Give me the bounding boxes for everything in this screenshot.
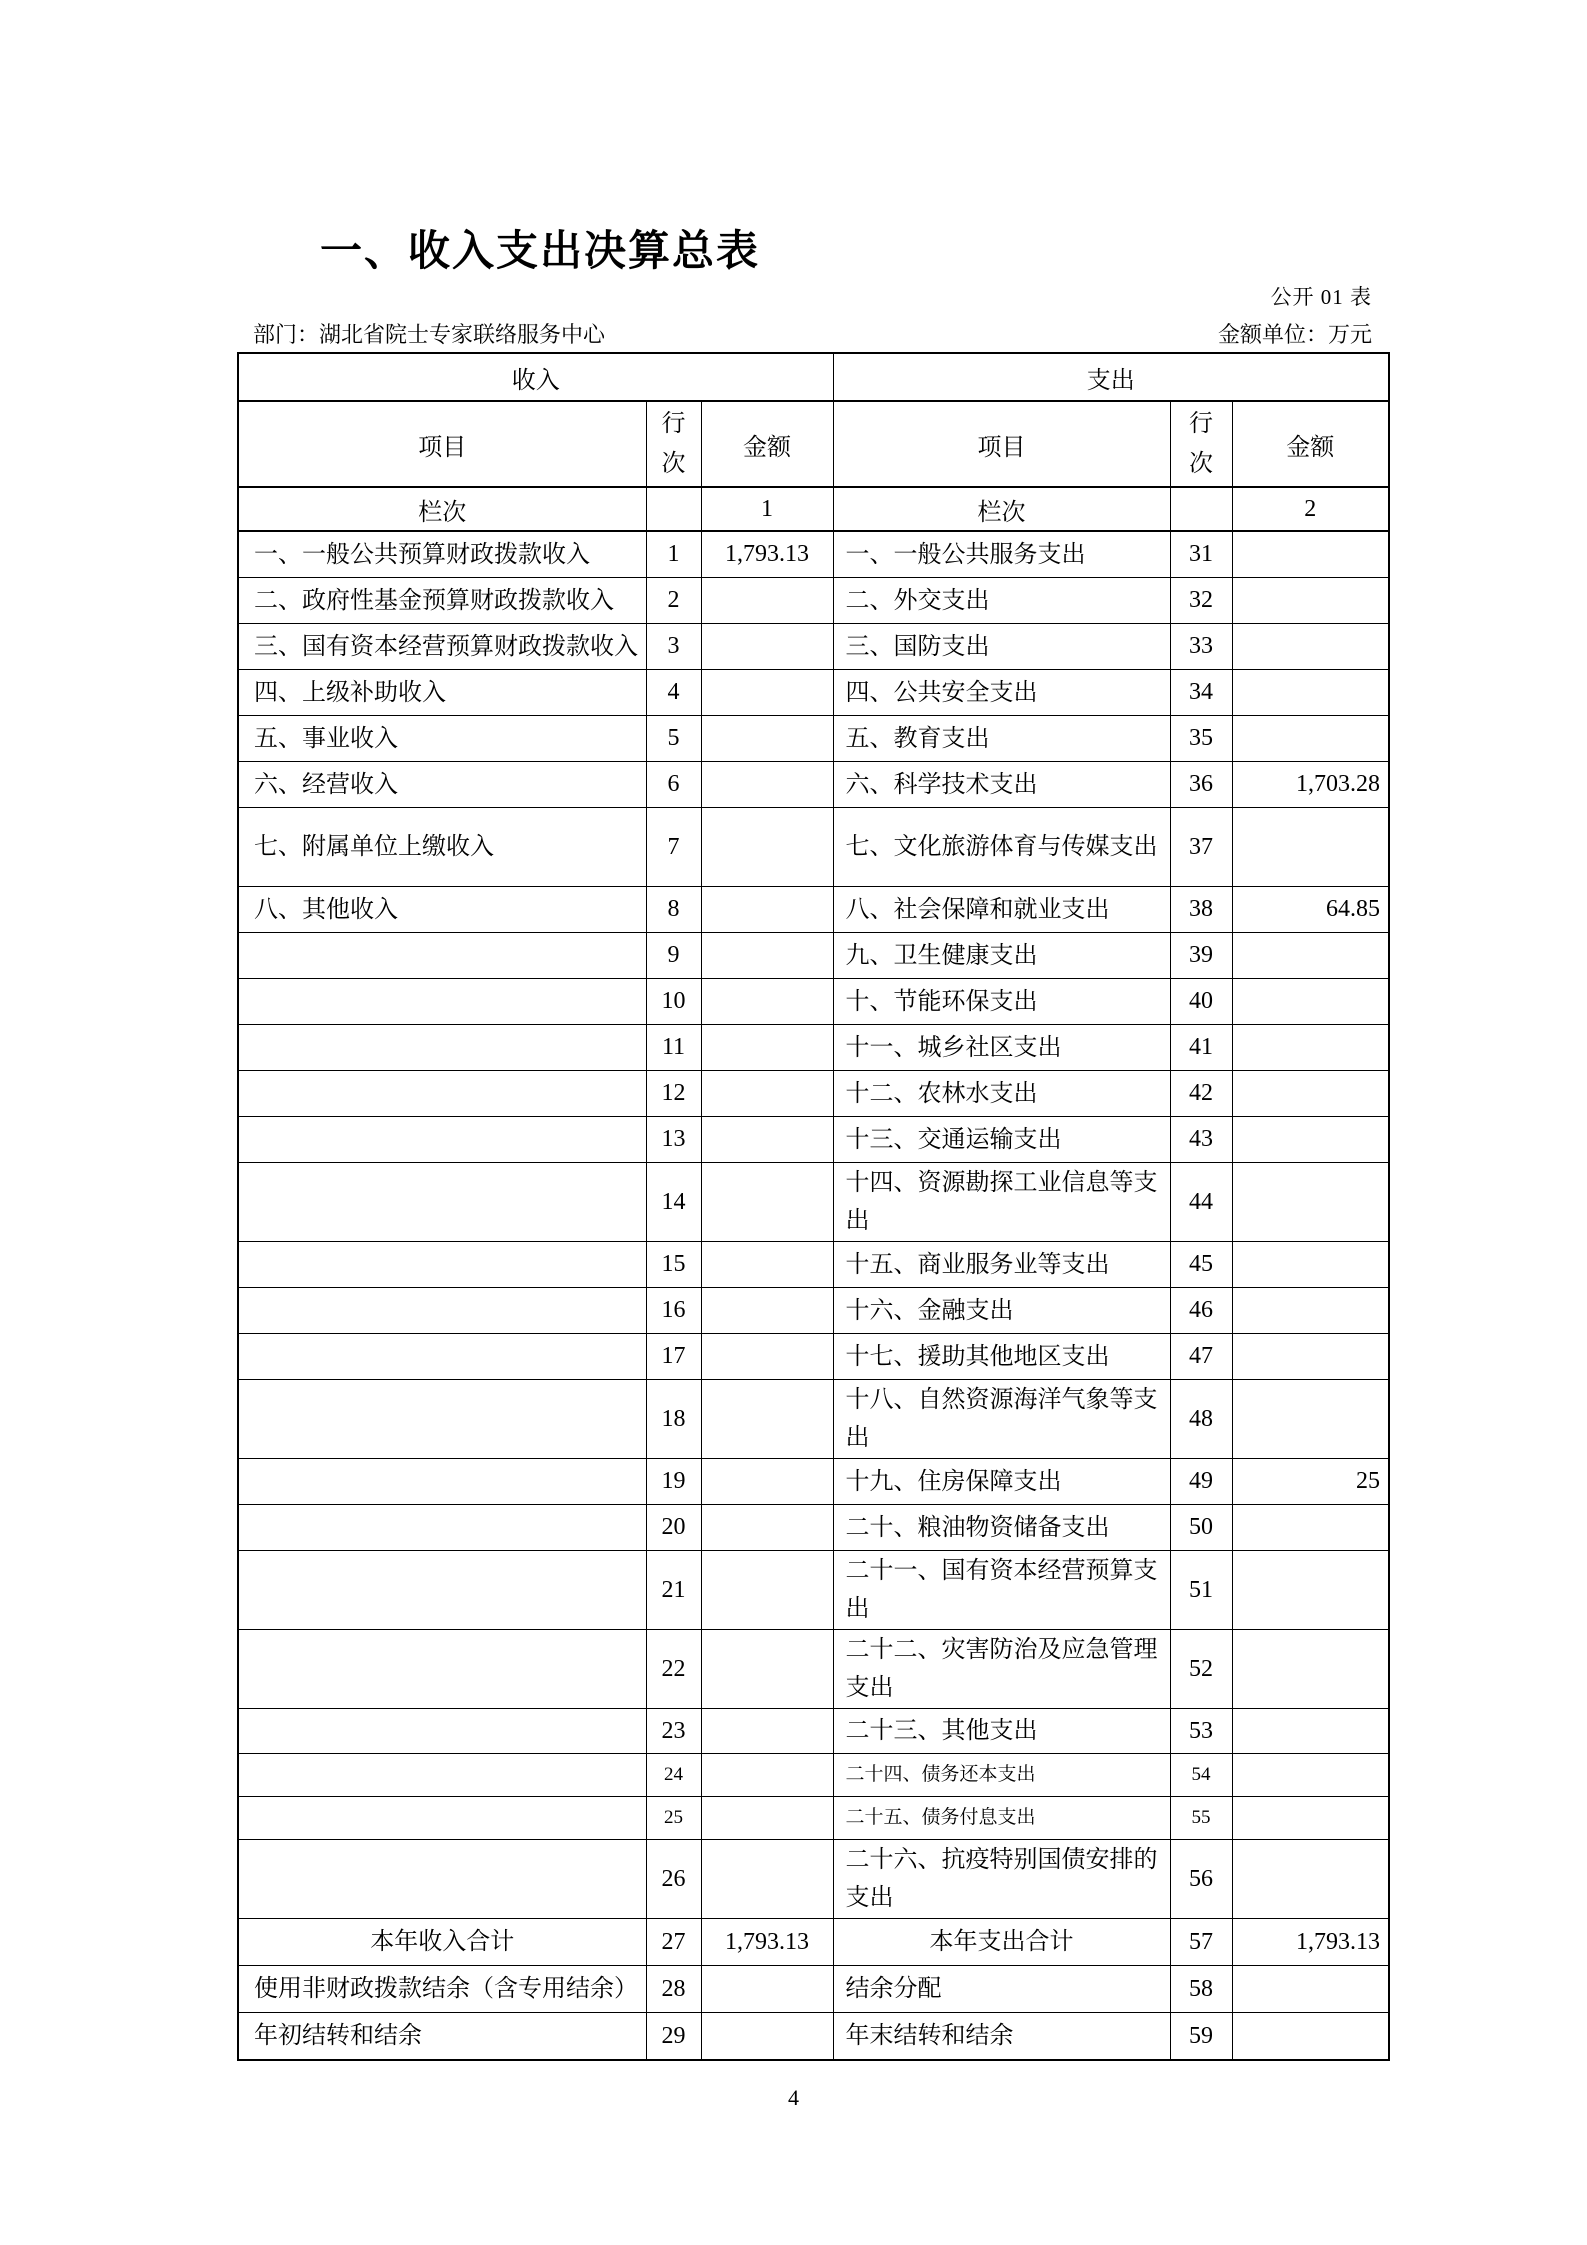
expense-line-cell: 40 — [1170, 979, 1232, 1025]
income-amount-cell — [701, 887, 833, 933]
expense-item-cell: 十八、自然资源海洋气象等支出 — [833, 1380, 1170, 1459]
expense-line-cell: 49 — [1170, 1459, 1232, 1505]
income-item-cell — [238, 1117, 646, 1163]
income-line-cell: 27 — [646, 1919, 701, 1966]
expense-item-cell: 结余分配 — [833, 1966, 1170, 2013]
table-row — [238, 1459, 1389, 1505]
income-amount-cell — [701, 1754, 833, 1797]
expense-line-cell: 56 — [1170, 1840, 1232, 1919]
expense-item-cell: 十三、交通运输支出 — [833, 1117, 1170, 1163]
income-amount-cell — [701, 1025, 833, 1071]
income-item-cell: 使用非财政拨款结余（含专用结余） — [238, 1966, 646, 2013]
income-amount-cell — [701, 1840, 833, 1919]
expense-item-cell: 二十四、债务还本支出 — [833, 1754, 1170, 1797]
income-item-cell — [238, 1025, 646, 1071]
income-amount-cell — [701, 1630, 833, 1709]
income-line-cell: 6 — [646, 762, 701, 808]
expense-line-cell: 54 — [1170, 1754, 1232, 1797]
expense-amount-cell — [1232, 1630, 1389, 1709]
expense-item-cell: 二、外交支出 — [833, 578, 1170, 624]
table-row — [238, 1840, 1389, 1919]
expense-amount-cell — [1232, 1709, 1389, 1754]
income-line-cell: 29 — [646, 2013, 701, 2061]
table-row — [238, 1919, 1389, 1966]
table-row — [238, 1242, 1389, 1288]
expense-amount-cell — [1232, 1288, 1389, 1334]
expense-item-cell: 十一、城乡社区支出 — [833, 1025, 1170, 1071]
table-row — [238, 1754, 1389, 1797]
expense-item-header: 项目 — [833, 401, 1170, 487]
expense-amount-cell — [1232, 1380, 1389, 1459]
table-row — [238, 1797, 1389, 1840]
expense-amount-cell — [1232, 1242, 1389, 1288]
income-line-cell: 19 — [646, 1459, 701, 1505]
expense-line-cell: 58 — [1170, 1966, 1232, 2013]
income-line-cell: 13 — [646, 1117, 701, 1163]
income-amount-cell — [701, 1242, 833, 1288]
expense-line-cell: 34 — [1170, 670, 1232, 716]
expense-item-cell: 十二、农林水支出 — [833, 1071, 1170, 1117]
expense-item-cell: 三、国防支出 — [833, 624, 1170, 670]
expense-line-cell: 46 — [1170, 1288, 1232, 1334]
income-item-cell: 六、经营收入 — [238, 762, 646, 808]
expense-amount-cell — [1232, 808, 1389, 887]
expense-line-cell: 36 — [1170, 762, 1232, 808]
expense-item-cell: 十四、资源勘探工业信息等支出 — [833, 1163, 1170, 1242]
column-number-row — [238, 487, 1389, 531]
income-section-header: 收入 — [238, 353, 833, 401]
expense-section-header: 支出 — [833, 353, 1389, 401]
income-item-cell — [238, 1630, 646, 1709]
income-item-cell — [238, 1288, 646, 1334]
income-line-cell: 5 — [646, 716, 701, 762]
income-amount-cell — [701, 670, 833, 716]
income-item-cell: 二、政府性基金预算财政拨款收入 — [238, 578, 646, 624]
income-line-cell: 25 — [646, 1797, 701, 1840]
income-amount-cell: 1,793.13 — [701, 531, 833, 578]
table-body — [238, 531, 1389, 2060]
income-item-cell — [238, 979, 646, 1025]
income-line-cell: 24 — [646, 1754, 701, 1797]
expense-line-cell: 42 — [1170, 1071, 1232, 1117]
income-item-cell: 五、事业收入 — [238, 716, 646, 762]
expense-item-cell: 四、公共安全支出 — [833, 670, 1170, 716]
revenue-expenditure-summary-table — [237, 352, 1390, 2061]
table-row — [238, 1288, 1389, 1334]
expense-line-cell: 55 — [1170, 1797, 1232, 1840]
table-row — [238, 1163, 1389, 1242]
expense-amount-cell: 64.85 — [1232, 887, 1389, 933]
expense-line-cell: 38 — [1170, 887, 1232, 933]
income-line-blank — [646, 487, 701, 531]
table-row — [238, 887, 1389, 933]
income-amount-cell — [701, 762, 833, 808]
income-item-cell: 八、其他收入 — [238, 887, 646, 933]
income-line-cell: 8 — [646, 887, 701, 933]
line-header-text: 行次 — [1189, 411, 1213, 477]
table-row — [238, 1117, 1389, 1163]
expense-line-cell: 50 — [1170, 1505, 1232, 1551]
income-amount-cell — [701, 716, 833, 762]
income-amount-cell — [701, 1459, 833, 1505]
expense-line-cell: 51 — [1170, 1551, 1232, 1630]
income-amount-cell — [701, 1334, 833, 1380]
expense-amount-cell — [1232, 531, 1389, 578]
table-row — [238, 1505, 1389, 1551]
table-row — [238, 1380, 1389, 1459]
income-line-cell: 1 — [646, 531, 701, 578]
table-row — [238, 2013, 1389, 2061]
income-line-cell: 7 — [646, 808, 701, 887]
income-column-note: 栏次 — [238, 487, 646, 531]
income-amount-cell — [701, 1709, 833, 1754]
income-amount-cell — [701, 1966, 833, 2013]
income-line-cell: 20 — [646, 1505, 701, 1551]
expense-item-cell: 七、文化旅游体育与传媒支出 — [833, 808, 1170, 887]
income-line-cell: 3 — [646, 624, 701, 670]
expense-amount-cell — [1232, 933, 1389, 979]
expense-line-cell: 44 — [1170, 1163, 1232, 1242]
table-meta-row — [237, 318, 1372, 349]
expense-item-cell: 六、科学技术支出 — [833, 762, 1170, 808]
expense-line-cell: 41 — [1170, 1025, 1232, 1071]
income-item-cell — [238, 1840, 646, 1919]
expense-line-cell: 59 — [1170, 2013, 1232, 2061]
table-row — [238, 933, 1389, 979]
expense-line-cell: 32 — [1170, 578, 1232, 624]
table-row — [238, 1630, 1389, 1709]
expense-line-cell: 39 — [1170, 933, 1232, 979]
expense-amount-cell — [1232, 624, 1389, 670]
expense-amount-cell — [1232, 1334, 1389, 1380]
expense-amount-cell — [1232, 979, 1389, 1025]
line-header-text: 行次 — [661, 411, 686, 477]
expense-line-cell: 48 — [1170, 1380, 1232, 1459]
expense-amount-cell: 1,703.28 — [1232, 762, 1389, 808]
income-amount-cell — [701, 1505, 833, 1551]
expense-item-cell: 十七、援助其他地区支出 — [833, 1334, 1170, 1380]
table-row — [238, 1709, 1389, 1754]
income-line-cell: 22 — [646, 1630, 701, 1709]
expense-amount-cell — [1232, 1966, 1389, 2013]
expense-item-cell: 十五、商业服务业等支出 — [833, 1242, 1170, 1288]
expense-amount-cell — [1232, 2013, 1389, 2061]
expense-amount-cell — [1232, 670, 1389, 716]
income-line-cell: 15 — [646, 1242, 701, 1288]
expense-amount-cell — [1232, 1025, 1389, 1071]
expense-line-cell: 31 — [1170, 531, 1232, 578]
table-row — [238, 762, 1389, 808]
income-amount-header: 金额 — [701, 401, 833, 487]
income-line-cell: 9 — [646, 933, 701, 979]
table-row — [238, 624, 1389, 670]
expense-amount-cell — [1232, 1071, 1389, 1117]
income-item-cell: 一、一般公共预算财政拨款收入 — [238, 531, 646, 578]
income-amount-cell: 1,793.13 — [701, 1919, 833, 1966]
expense-item-cell: 二十六、抗疫特别国债安排的支出 — [833, 1840, 1170, 1919]
income-amount-cell — [701, 1380, 833, 1459]
income-amount-cell — [701, 1117, 833, 1163]
expense-amount-cell — [1232, 1163, 1389, 1242]
column-header-row — [238, 401, 1389, 487]
income-amount-cell — [701, 1551, 833, 1630]
income-amount-cell — [701, 1288, 833, 1334]
income-item-cell — [238, 1242, 646, 1288]
income-item-cell: 四、上级补助收入 — [238, 670, 646, 716]
income-item-cell — [238, 933, 646, 979]
income-item-cell — [238, 1754, 646, 1797]
expense-amount-cell — [1232, 1797, 1389, 1840]
expense-amount-cell — [1232, 1117, 1389, 1163]
income-amount-cell — [701, 624, 833, 670]
income-item-cell — [238, 1709, 646, 1754]
income-item-cell — [238, 1334, 646, 1380]
income-item-cell — [238, 1163, 646, 1242]
expense-amount-cell — [1232, 716, 1389, 762]
expense-amount-cell — [1232, 1551, 1389, 1630]
table-code-label: 公开 01 表 — [1270, 285, 1372, 309]
expense-amount-cell — [1232, 578, 1389, 624]
table-row — [238, 1025, 1389, 1071]
expense-item-cell: 本年支出合计 — [833, 1919, 1170, 1966]
expense-item-cell: 十、节能环保支出 — [833, 979, 1170, 1025]
income-line-cell: 2 — [646, 578, 701, 624]
expense-line-cell: 37 — [1170, 808, 1232, 887]
income-line-cell: 11 — [646, 1025, 701, 1071]
expense-item-cell: 二十一、国有资本经营预算支出 — [833, 1551, 1170, 1630]
income-amount-cell — [701, 1163, 833, 1242]
income-line-cell: 12 — [646, 1071, 701, 1117]
income-line-cell: 28 — [646, 1966, 701, 2013]
table-row — [238, 531, 1389, 578]
income-item-cell — [238, 1551, 646, 1630]
page-title: 一、收入支出决算总表 — [320, 226, 761, 275]
expense-amount-cell — [1232, 1505, 1389, 1551]
income-item-cell: 本年收入合计 — [238, 1919, 646, 1966]
income-line-cell: 16 — [646, 1288, 701, 1334]
expense-item-cell: 十六、金融支出 — [833, 1288, 1170, 1334]
table-row — [238, 578, 1389, 624]
income-line-cell: 21 — [646, 1551, 701, 1630]
income-amount-cell — [701, 808, 833, 887]
expense-item-cell: 九、卫生健康支出 — [833, 933, 1170, 979]
income-line-header — [646, 401, 701, 487]
section-header-row — [238, 353, 1389, 401]
expense-line-cell: 43 — [1170, 1117, 1232, 1163]
table-row — [238, 716, 1389, 762]
expense-line-cell: 33 — [1170, 624, 1232, 670]
income-column-number: 1 — [701, 487, 833, 531]
table-row — [238, 1966, 1389, 2013]
expense-item-cell: 二十二、灾害防治及应急管理支出 — [833, 1630, 1170, 1709]
expense-item-cell: 二十三、其他支出 — [833, 1709, 1170, 1754]
department-label: 部门：湖北省院士专家联络服务中心 — [253, 322, 606, 347]
income-item-cell: 年初结转和结余 — [238, 2013, 646, 2061]
income-item-cell — [238, 1459, 646, 1505]
expense-line-cell: 53 — [1170, 1709, 1232, 1754]
expense-item-cell: 一、一般公共服务支出 — [833, 531, 1170, 578]
income-line-cell: 4 — [646, 670, 701, 716]
income-amount-cell — [701, 1071, 833, 1117]
expense-line-cell: 52 — [1170, 1630, 1232, 1709]
income-item-header: 项目 — [238, 401, 646, 487]
expense-line-blank — [1170, 487, 1232, 531]
table-row — [238, 808, 1389, 887]
expense-line-cell: 35 — [1170, 716, 1232, 762]
expense-amount-cell: 1,793.13 — [1232, 1919, 1389, 1966]
expense-item-cell: 二十五、债务付息支出 — [833, 1797, 1170, 1840]
income-line-cell: 23 — [646, 1709, 701, 1754]
income-line-cell: 10 — [646, 979, 701, 1025]
expense-line-cell: 45 — [1170, 1242, 1232, 1288]
expense-amount-header: 金额 — [1232, 401, 1389, 487]
income-item-cell: 三、国有资本经营预算财政拨款收入 — [238, 624, 646, 670]
amount-unit-label: 金额单位：万元 — [1217, 322, 1372, 347]
income-amount-cell — [701, 979, 833, 1025]
income-amount-cell — [701, 2013, 833, 2061]
expense-amount-cell — [1232, 1754, 1389, 1797]
table-row — [238, 670, 1389, 716]
expense-column-number: 2 — [1232, 487, 1389, 531]
income-amount-cell — [701, 578, 833, 624]
income-item-cell — [238, 1797, 646, 1840]
expense-amount-cell — [1232, 1840, 1389, 1919]
expense-line-cell: 47 — [1170, 1334, 1232, 1380]
income-amount-cell — [701, 1797, 833, 1840]
expense-amount-cell: 25 — [1232, 1459, 1389, 1505]
page-number: 4 — [788, 2085, 799, 2110]
table-row — [238, 1071, 1389, 1117]
expense-item-cell: 五、教育支出 — [833, 716, 1170, 762]
income-amount-cell — [701, 933, 833, 979]
income-line-cell: 26 — [646, 1840, 701, 1919]
income-line-cell: 14 — [646, 1163, 701, 1242]
expense-item-cell: 十九、住房保障支出 — [833, 1459, 1170, 1505]
expense-line-header — [1170, 401, 1232, 487]
income-item-cell: 七、附属单位上缴收入 — [238, 808, 646, 887]
table-row — [238, 979, 1389, 1025]
expense-item-cell: 二十、粮油物资储备支出 — [833, 1505, 1170, 1551]
expense-item-cell: 年末结转和结余 — [833, 2013, 1170, 2061]
expense-item-cell: 八、社会保障和就业支出 — [833, 887, 1170, 933]
expense-line-cell: 57 — [1170, 1919, 1232, 1966]
table-row — [238, 1551, 1389, 1630]
table-row — [238, 1334, 1389, 1380]
income-line-cell: 18 — [646, 1380, 701, 1459]
income-item-cell — [238, 1505, 646, 1551]
income-item-cell — [238, 1071, 646, 1117]
income-item-cell — [238, 1380, 646, 1459]
expense-column-note: 栏次 — [833, 487, 1170, 531]
income-line-cell: 17 — [646, 1334, 701, 1380]
